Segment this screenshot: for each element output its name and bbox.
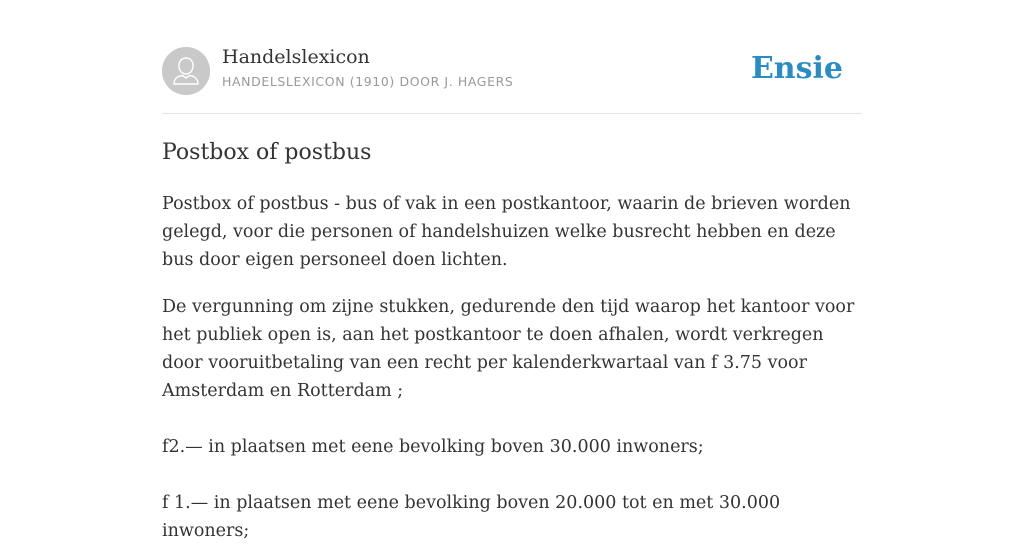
article-paragraph: f 1.— in plaatsen met eene bevolking boven 20.000 tot en met 30.000 inwoners; (162, 493, 781, 541)
article-paragraph: f2.— in plaatsen met eene bevolking boven 30.000 inwoners; (162, 437, 704, 457)
article-paragraph: Postbox of postbus - bus of vak in een postkantoor, waarin de brieven worden gelegd, voor die personen of handelshuizen welke busrecht hebben en deze bus door eigen personeel doen lichten. (162, 194, 851, 270)
article-paragraph: De vergunning om zijne stukken, gedurende den tijd waarop het kantoor voor het publiek open is, aan het postkantoor te doen afhalen, wordt verkregen door vooruitbetaling van een recht per kalenderkwartaal van f 3.75 voor Amsterdam en Rotterdam ; (162, 297, 855, 401)
source-title[interactable]: Handelslexicon (222, 46, 370, 68)
user-icon[interactable] (162, 47, 210, 95)
source-header (162, 0, 862, 114)
article-title: Postbox of postbus (162, 140, 372, 165)
source-subtitle: HANDELSLEXICON (1910) DOOR J. HAGERS (222, 74, 514, 89)
page-container (162, 0, 862, 541)
ensie-logo[interactable]: Ensie (750, 51, 843, 86)
